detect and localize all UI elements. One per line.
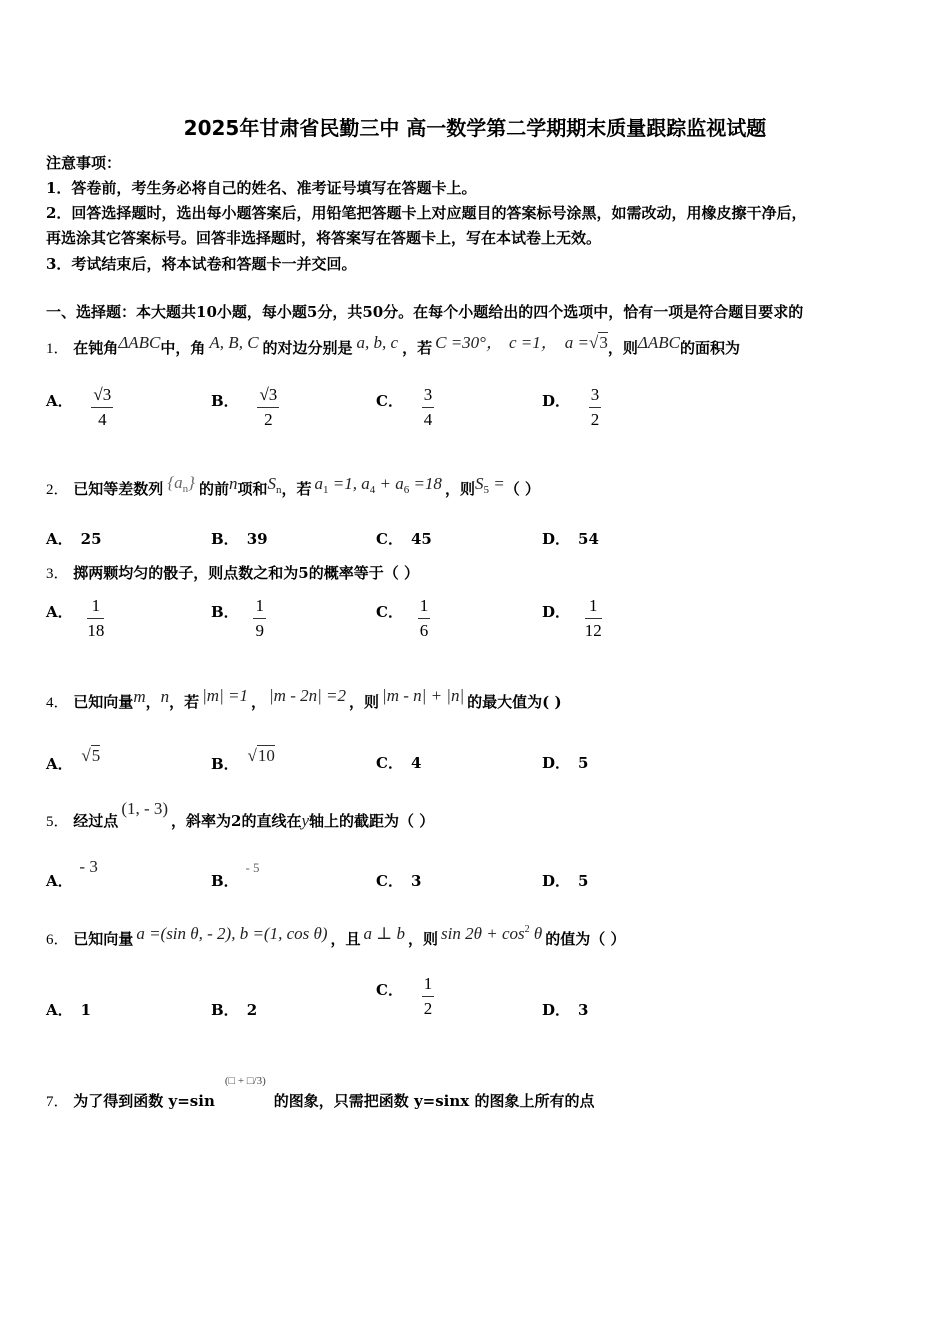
math-condition: C =30°，	[435, 333, 503, 352]
math-triangle: ΔABC	[637, 333, 680, 352]
question-5	[46, 799, 435, 831]
question-text: 的图象，只需把函数 y=sinx 的图象上所有的点	[273, 1092, 595, 1110]
q4-option-b[interactable]: B． √10	[211, 746, 275, 773]
math-term: + a	[375, 474, 404, 493]
option-value: 10	[257, 746, 275, 765]
option-value: - 3	[79, 857, 98, 876]
fraction-numerator: 1	[253, 596, 266, 619]
q5-option-c[interactable]	[376, 870, 421, 891]
math-subscript: 6	[403, 484, 410, 496]
option-label: B．	[211, 755, 239, 773]
q1-option-b[interactable]	[211, 385, 279, 430]
question-number: 5．	[46, 814, 69, 830]
math-radicand: 3	[599, 333, 608, 352]
math-var: n	[228, 474, 238, 493]
option-label: B．	[211, 1001, 239, 1019]
question-number: 3．	[46, 566, 69, 582]
option-label: B．	[211, 602, 239, 621]
q6-option-c[interactable]	[376, 974, 434, 1019]
question-7	[46, 1075, 595, 1111]
fraction-numerator: 1	[585, 596, 602, 619]
math-vectors: a =(sin θ, - 2), b =(1, cos θ)	[136, 924, 328, 943]
option-label: B．	[211, 872, 239, 890]
fraction-numerator: 3	[422, 385, 435, 408]
q5-option-d[interactable]	[542, 870, 588, 891]
question-number: 4．	[46, 695, 69, 711]
question-text: 轴上的截距为（ ）	[309, 812, 435, 830]
option-value: 1	[80, 1001, 92, 1019]
option-label: C．	[376, 391, 403, 410]
math-condition: |m - 2n| =2	[269, 686, 347, 705]
question-text: ，则	[444, 480, 475, 498]
question-4: 4． 已知向量m，n，若 |m| =1 ， |m - 2n| =2 ，则 |m - n| + |n| 的最大值为( )	[46, 686, 562, 711]
math-expression: |m - n| + |n|	[382, 686, 465, 705]
q1-option-a[interactable]	[46, 385, 113, 430]
question-text: 的前	[198, 480, 229, 498]
q3-option-c[interactable]	[376, 596, 430, 641]
question-number: 1．	[46, 341, 69, 357]
question-text: ，	[145, 693, 161, 711]
option-value: 25	[80, 530, 102, 548]
fraction-denominator: 12	[584, 621, 602, 640]
question-3	[46, 562, 419, 583]
option-value: 5	[578, 872, 589, 890]
option-value: 2	[246, 1001, 258, 1019]
question-text: 的值为（ ）	[545, 930, 626, 948]
question-text: 已知等差数列	[73, 480, 164, 498]
math-sum: S	[474, 474, 484, 493]
math-sequence: a	[174, 473, 183, 492]
math-sum: S	[267, 474, 276, 493]
notice-item-3: 3．考试结束后，将本试卷和答题卡一并交回。	[46, 255, 357, 273]
question-text: ，则	[349, 693, 380, 711]
math-var: m	[133, 687, 146, 706]
question-text: 项和	[237, 480, 268, 498]
math-condition: a =	[564, 333, 589, 352]
option-value: 3	[410, 872, 422, 890]
fraction-numerator: 1	[422, 974, 435, 997]
fraction-numerator: 1	[418, 596, 431, 619]
notice-item-2-cont: 再选涂其它答案标号。回答非选择题时，将答案写在答题卡上，写在本试卷上无效。	[46, 229, 602, 247]
math-condition: c =1，	[508, 333, 558, 352]
option-label: C．	[376, 602, 403, 621]
q3-option-b[interactable]	[211, 596, 266, 641]
fraction-denominator: 4	[98, 410, 107, 429]
question-number: 2．	[46, 482, 69, 498]
option-label: A．	[46, 530, 73, 548]
fraction-numerator: √3	[91, 385, 113, 408]
page-title: 2025年甘肃省民勤三中 高一数学第二学期期末质量跟踪监视试题	[183, 116, 767, 140]
question-text: ，若	[402, 339, 433, 357]
math-var: n	[160, 687, 170, 706]
question-text: ，若	[169, 693, 200, 711]
option-label: C．	[376, 530, 403, 548]
q4-option-a[interactable]: A． √5	[46, 746, 101, 773]
option-value: - 5	[245, 860, 260, 875]
option-label: A．	[46, 872, 73, 890]
math-condition: |m| =1	[202, 686, 248, 705]
math-term: a	[314, 474, 323, 493]
math-subscript: n	[182, 483, 189, 495]
option-label: C．	[376, 872, 403, 890]
math-expression: θ	[529, 924, 543, 943]
fraction-denominator: 4	[423, 410, 433, 429]
option-value: 54	[578, 530, 599, 548]
math-point: (1, - 3)	[121, 799, 169, 818]
option-label: C．	[376, 754, 403, 772]
q6-option-b[interactable]	[211, 999, 257, 1020]
math-subscript: 1	[322, 484, 329, 496]
question-text: ，则	[408, 930, 439, 948]
math-sides: a, b, c	[356, 333, 399, 352]
option-value: 4	[410, 754, 422, 772]
q2-option-d[interactable]	[542, 528, 599, 549]
q6-option-d[interactable]	[542, 999, 588, 1020]
math-argument: (□ + □/3)	[224, 1075, 266, 1087]
math-subscript: n	[275, 484, 282, 496]
q5-option-a[interactable]	[46, 856, 98, 890]
question-text: 在钝角	[73, 339, 119, 357]
fraction-denominator: 18	[87, 621, 105, 640]
q2-option-c[interactable]	[376, 528, 432, 549]
fraction-denominator: 2	[423, 999, 433, 1018]
option-label: D．	[542, 754, 571, 772]
math-superscript: 2	[524, 924, 530, 935]
fraction-numerator: 1	[87, 596, 104, 619]
q2-option-a[interactable]	[46, 528, 102, 549]
fraction-denominator: 2	[264, 410, 273, 429]
option-value: 5	[578, 754, 589, 772]
math-var: y	[301, 811, 310, 830]
question-text: 的面积为	[679, 339, 740, 357]
math-angles: A, B, C	[209, 333, 259, 352]
option-label: D．	[542, 602, 571, 621]
q4-option-c[interactable]	[376, 752, 421, 773]
option-label: A．	[46, 1001, 73, 1019]
question-number: 7．	[46, 1094, 69, 1110]
fraction-numerator: 3	[589, 385, 602, 408]
math-subscript: 5	[483, 484, 489, 496]
question-6	[46, 924, 626, 949]
notice-item-1: 1．答卷前，考生务必将自己的姓名、准考证号填写在答题卡上。	[46, 179, 477, 197]
option-label: A．	[46, 602, 73, 621]
q1-option-c[interactable]	[376, 385, 434, 430]
math-term: =18	[409, 474, 442, 493]
question-text: ，且	[330, 930, 361, 948]
math-term: =	[488, 474, 505, 493]
math-perpendicular: a ⊥ b	[363, 924, 406, 943]
fraction-denominator: 6	[419, 621, 429, 640]
section-heading: 一、选择题：本大题共10小题，每小题5分，共50分。在每个小题给出的四个选项中，恰有一项是符合题目要求的	[46, 303, 804, 321]
math-expression: sin 2θ + cos	[441, 924, 525, 943]
option-label: D．	[542, 1001, 571, 1019]
math-triangle: ΔABC	[118, 333, 161, 352]
q3-option-a[interactable]	[46, 596, 104, 641]
question-text: 经过点	[73, 812, 119, 830]
math-subscript: 4	[369, 484, 376, 496]
option-value: 5	[91, 746, 101, 765]
q6-option-a[interactable]	[46, 999, 91, 1020]
question-text: 中，角	[160, 339, 206, 357]
question-1: 1． 在钝角ΔABC中，角 A, B, C 的对边分别是 a, b, c ，若 C =30°， c =1， a =√3，则ΔABC的面积为	[46, 333, 740, 357]
question-text: 的最大值为( )	[467, 693, 562, 711]
q1-option-d[interactable]	[542, 385, 601, 430]
option-label: C．	[376, 980, 403, 999]
question-2: 2． 已知等差数列 $\{a_n\}$ 的前n项和$S_n$，若 $a_1 =1$, $a_4 + a_6 =18$ ，则$S_5$ =（ ）	[46, 473, 540, 498]
option-value: 45	[410, 530, 432, 548]
option-label: A．	[46, 755, 73, 773]
question-text: 已知向量	[73, 693, 134, 711]
fraction-numerator: √3	[257, 385, 279, 408]
question-text: 掷两颗均匀的骰子，则点数之和为5的概率等于（ ）	[73, 564, 419, 582]
question-text: ，斜率为2的直线在	[171, 812, 302, 830]
math-term: =1, a	[328, 474, 370, 493]
option-label: D．	[542, 530, 571, 548]
q4-option-d[interactable]	[542, 752, 588, 773]
option-label: D．	[542, 872, 571, 890]
option-label: A．	[46, 391, 73, 410]
option-value: 39	[246, 530, 268, 548]
question-text: ，则	[607, 339, 638, 357]
option-label: B．	[211, 391, 239, 410]
q5-option-b[interactable]	[211, 856, 260, 890]
q2-option-b[interactable]	[211, 528, 268, 549]
option-value: 3	[578, 1001, 589, 1019]
notice-heading: 注意事项：	[46, 154, 122, 172]
q3-option-d[interactable]	[542, 596, 602, 641]
notice-item-2: 2．回答选择题时，选出每小题答案后，用铅笔把答题卡上对应题目的答案标号涂黑，如需改动，用橡皮擦干净后，	[46, 204, 807, 222]
fraction-denominator: 9	[255, 621, 264, 640]
fraction-denominator: 2	[590, 410, 600, 429]
question-text: （ ）	[504, 480, 540, 498]
option-label: B．	[211, 530, 239, 548]
question-text: 已知向量	[73, 930, 134, 948]
question-text: ，若	[281, 480, 312, 498]
option-label: D．	[542, 391, 571, 410]
question-number: 6．	[46, 932, 69, 948]
question-text: 的对边分别是	[262, 339, 353, 357]
question-text: 为了得到函数 y=sin	[73, 1092, 215, 1110]
